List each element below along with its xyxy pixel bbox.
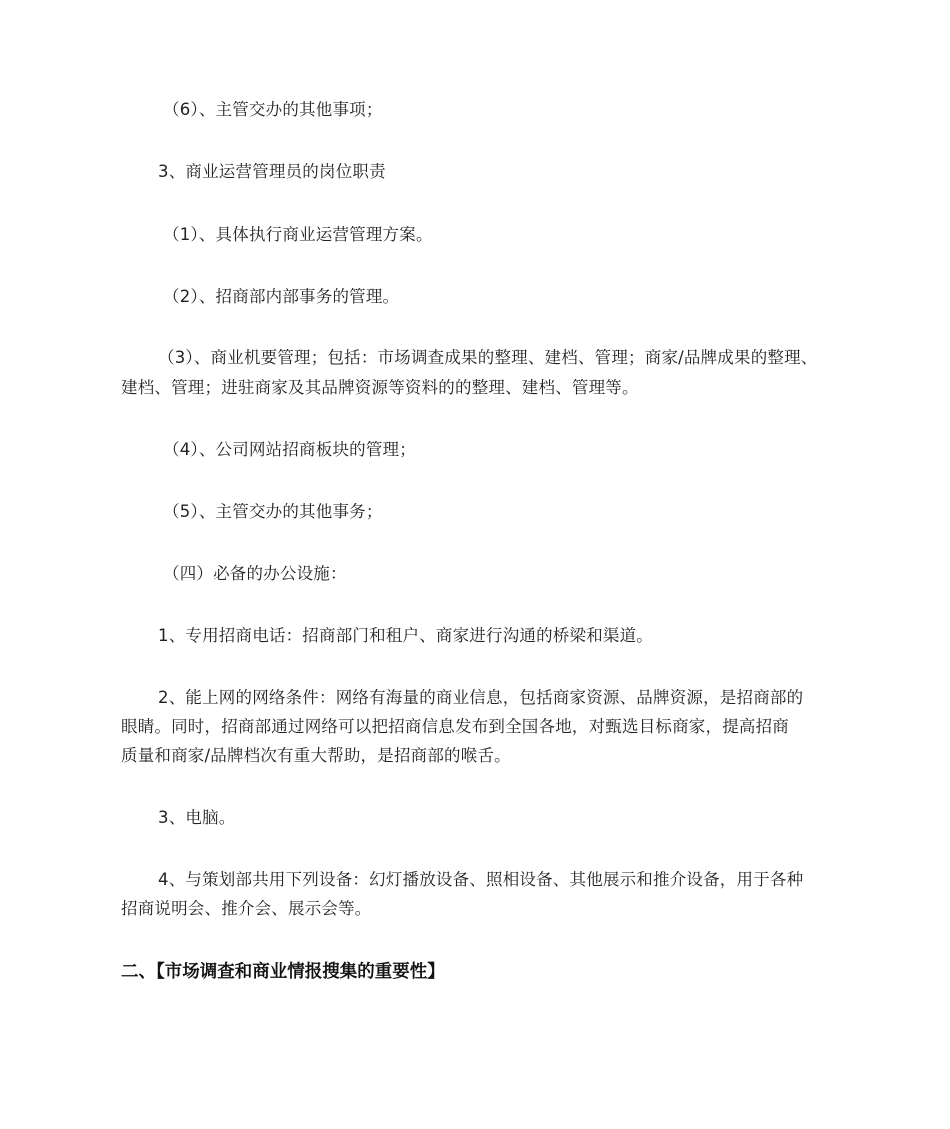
facility-3-computer: 3、电脑。 — [158, 808, 236, 827]
section-4-title: （四）必备的办公设施： — [163, 564, 347, 583]
item-5-other-affairs: （5）、主管交办的其他事务； — [163, 502, 383, 521]
item-4-website: （4）、公司网站招商板块的管理； — [163, 440, 416, 459]
facility-4-line-2: 招商说明会、推介会、展示会等。 — [121, 899, 372, 918]
item-3-line-1: （3）、商业机要管理；包括：市场调查成果的整理、建档、管理；商家/品牌成果的整理、 — [158, 348, 818, 367]
section-3-title: 3、商业运营管理员的岗位职责 — [158, 162, 386, 181]
item-6-other-matters: （6）、主管交办的其他事项； — [163, 100, 383, 119]
facility-1-phone: 1、专用招商电话：招商部门和租户、商家进行沟通的桥梁和渠道。 — [158, 626, 653, 645]
facility-2-line-3: 质量和商家/品牌档次有重大帮助，是招商部的喉舌。 — [121, 746, 511, 765]
facility-2-line-2: 眼睛。同时，招商部通过网络可以把招商信息发布到全国各地，对甄选目标商家，提高招商 — [121, 717, 789, 736]
item-2-internal-affairs: （2）、招商部内部事务的管理。 — [163, 287, 400, 306]
facility-2-line-1: 2、能上网的网络条件：网络有海量的商业信息，包括商家资源、品牌资源，是招商部的 — [158, 688, 804, 707]
item-3-line-2: 建档、管理；进驻商家及其品牌资源等资料的的整理、建档、管理等。 — [121, 378, 639, 397]
facility-4-line-1: 4、与策划部共用下列设备：幻灯播放设备、照相设备、其他展示和推介设备，用于各种 — [158, 870, 804, 889]
section-heading-2: 二、【市场调查和商业情报搜集的重要性】 — [121, 962, 445, 982]
item-1-execute-plan: （1）、具体执行商业运营管理方案。 — [163, 225, 433, 244]
